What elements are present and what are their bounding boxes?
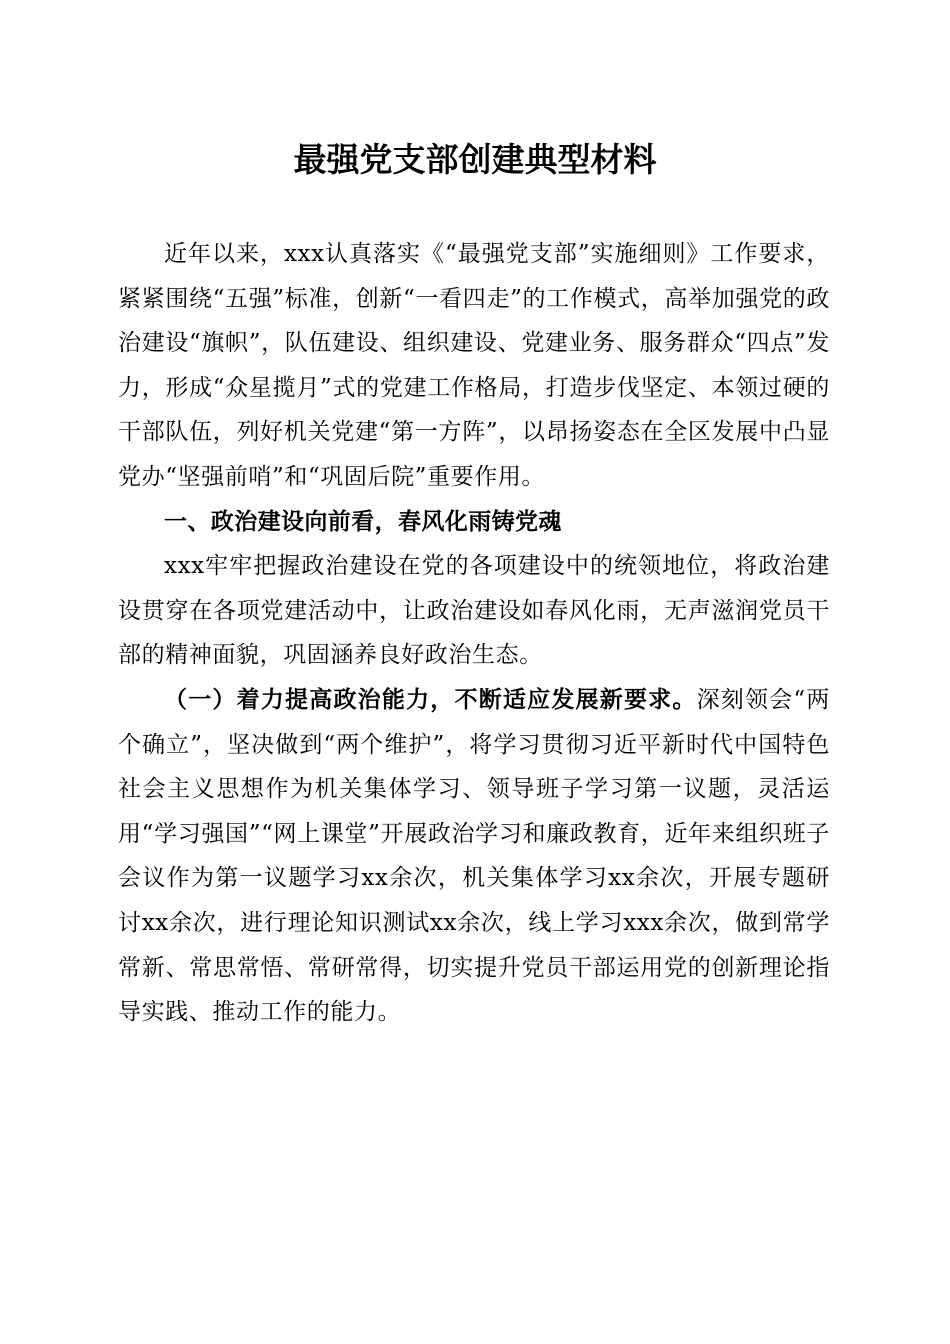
subsection-1-paragraph [118,678,830,1035]
subsection-1-text: 深刻领会“两个确立”，坚决做到“两个维护”，将学习贯彻习近平新时代中国特色社会主义思想作为机关集体学习、领导班子学习第一议题，灵活运用“学习强国”“网上课堂”开展政治学习和廉政教育，近年来组织班子会议作为第一议题学习xx余次，机关集体学习xx余次，开展专题研讨xx余次，进行理论知识测试xx余次，线上学习xxx余次，做到常学常新、常思常悟、常研常得，切实提升党员干部运用党的创新理论指导实践、推动工作的能力。 [118,686,830,1026]
document-body [118,232,830,1035]
section-1-paragraph: xxx牢牢把握政治建设在党的各项建设中的统领地位，将政治建设贯穿在各项党建活动中，让政治建设如春风化雨，无声滋润党员干部的精神面貌，巩固涵养良好政治生态。 [118,553,830,669]
document-title: 最强党支部创建典型材料 [293,140,657,179]
subsection-1-lead: （一）着力提高政治能力，不断适应发展新要求。 [164,685,697,713]
intro-paragraph: 近年以来，xxx认真落实《“最强党支部”实施细则》工作要求，紧紧围绕“五强”标准，创新“一看四走”的工作模式，高举加强党的政治建设“旗帜”，队伍建设、组织建设、党建业务、服务群众“四点”发力，形成“众星揽月”式的党建工作格局，打造步伐坚定、本领过硬的干部队伍，列好机关党建“第一方阵”，以昂扬姿态在全区发展中凸显党办“坚强前哨”和“巩固后院”重要作用。 [118,241,830,490]
section-heading-1: 一、政治建设向前看，春风化雨铸党魂 [164,508,562,535]
